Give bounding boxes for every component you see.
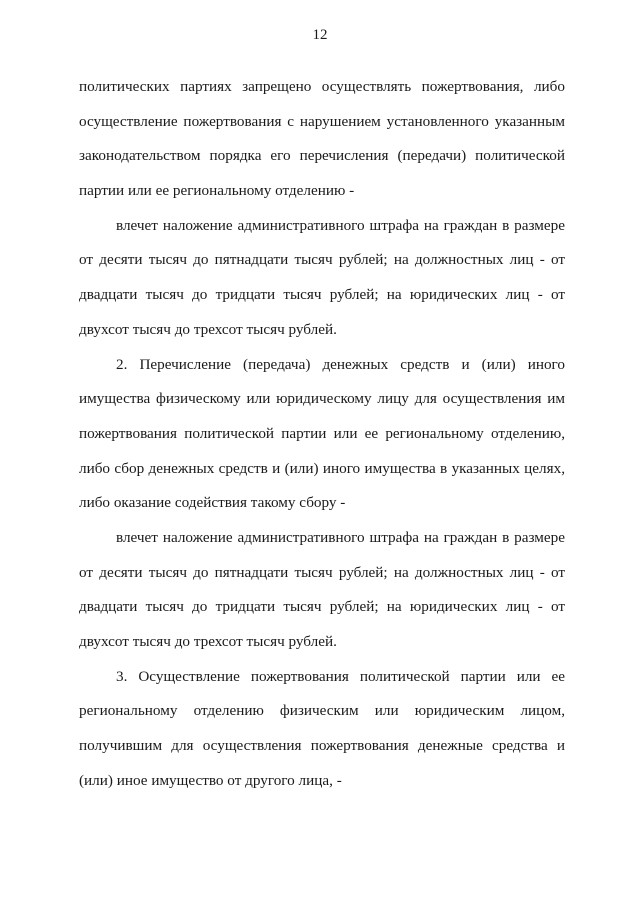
text-line-content: партии или ее региональному отделению - [79,182,355,200]
text-line-content: осуществление пожертвования с нарушением установленного указанным [79,112,565,130]
paragraph-continuation [79,70,565,209]
text-line [79,764,565,799]
text-line [79,70,565,105]
text-line [79,521,565,556]
text-line-content: (или) иное имущество от другого лица, - [79,771,342,789]
text-line [79,486,565,521]
paragraph-penalty-2 [79,521,565,660]
text-line-content: законодательством порядка его перечисления (передачи) политической [79,147,565,165]
text-line-content: 3. Осуществление пожертвования политической партии или ее [116,667,565,685]
paragraph-item-3 [79,660,565,799]
text-line [79,174,565,209]
text-line-content: двухсот тысяч до трехсот тысяч рублей. [79,320,337,338]
document-body [79,70,565,798]
text-line [79,278,565,313]
text-line [79,417,565,452]
paragraph-penalty-1 [79,209,565,348]
text-line-content: 2. Перечисление (передача) денежных средств и (или) иного [116,355,565,373]
text-line-content: региональному отделению физическим или юридическим лицом, [79,702,565,720]
text-line-content: от десяти тысяч до пятнадцати тысяч рублей; на должностных лиц - от [79,563,565,581]
text-line [79,694,565,729]
text-line [79,209,565,244]
text-line [79,313,565,348]
text-line [79,590,565,625]
text-line-content: пожертвования политической партии или ее региональному отделению, [79,424,565,442]
page-number: 12 [312,27,328,43]
text-line-content: политических партиях запрещено осуществлять пожертвования, либо [79,78,565,95]
text-line [79,105,565,140]
text-line-content: либо сбор денежных средств и (или) иного имущества в указанных целях, [79,459,565,477]
text-line-content: от десяти тысяч до пятнадцати тысяч рублей; на должностных лиц - от [79,251,565,269]
text-line-content: влечет наложение административного штрафа на граждан в размере [116,528,565,546]
text-line [79,382,565,417]
text-line-content: имущества физическому или юридическому лицу для осуществления им [79,390,565,408]
text-line [79,729,565,764]
text-line [79,660,565,695]
text-line [79,452,565,487]
text-line-content: либо оказание содействия такому сбору - [79,494,346,512]
text-line [79,348,565,383]
text-line [79,556,565,591]
text-line-content: двадцати тысяч до тридцати тысяч рублей; на юридических лиц - от [79,598,565,616]
text-line-content: получившим для осуществления пожертвования денежные средства и [79,737,565,755]
text-line [79,625,565,660]
text-line-content: влечет наложение административного штрафа на граждан в размере [116,216,565,234]
text-line-content: двухсот тысяч до трехсот тысяч рублей. [79,633,337,650]
paragraph-item-2 [79,348,565,521]
text-line-content: двадцати тысяч до тридцати тысяч рублей; на юридических лиц - от [79,286,565,304]
text-line [79,139,565,174]
text-line [79,243,565,278]
